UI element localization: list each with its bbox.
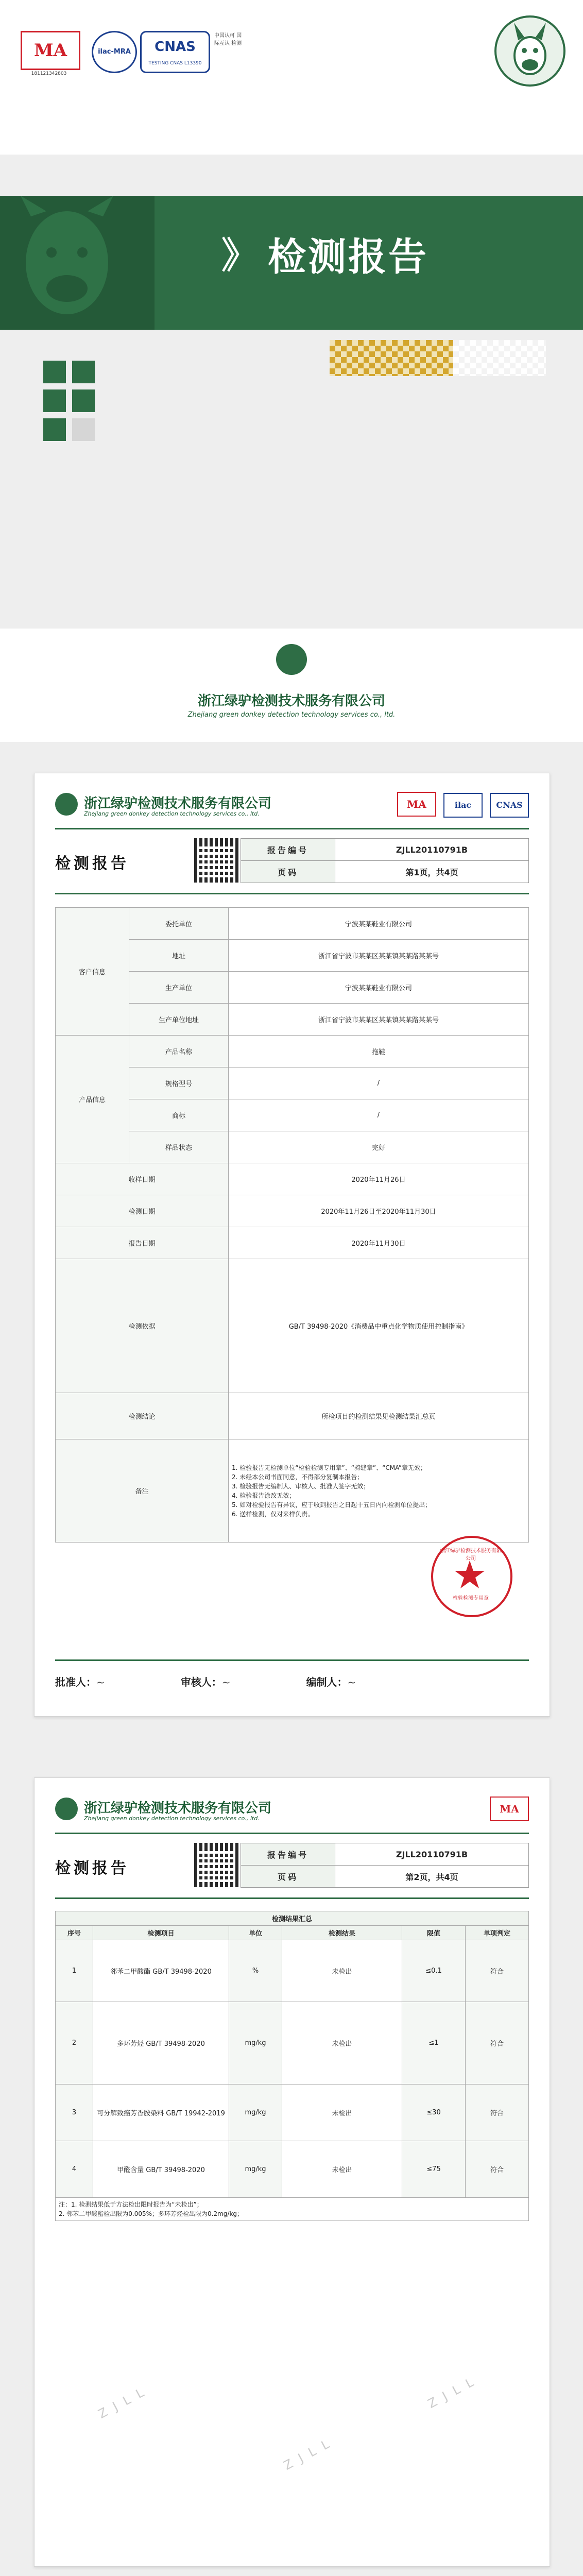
notes-cell <box>229 1439 529 1543</box>
notes-cell <box>56 2198 529 2221</box>
sample-label: 样品状态 <box>129 1131 229 1163</box>
top-header <box>0 0 583 155</box>
reviewer-signature: ~ <box>221 1676 231 1688</box>
approver-label: 批准人： <box>55 1676 96 1688</box>
client-group: 客户信息 <box>56 908 129 1036</box>
cma-logo <box>21 31 80 70</box>
note-line: 2. 未经本公司书面同意，不得部分复制本报告； <box>232 1473 364 1481</box>
cell: ≤75 <box>402 2141 466 2198</box>
report-no-label: 报告编号 <box>241 1843 335 1866</box>
report-no-label: 报告编号 <box>241 839 335 861</box>
date-label: 收样日期 <box>56 1163 229 1195</box>
cell: mg/kg <box>229 2002 282 2084</box>
page-company-en: Zhejiang green donkey detection technology services co., ltd. <box>84 1815 260 1822</box>
cma-code: 181121342803 <box>31 71 67 76</box>
cnas-logo-text: CNAS <box>155 39 196 55</box>
report-no: ZJLL20110791B <box>335 1843 529 1866</box>
watermark: Z J L L <box>281 2437 332 2473</box>
watermark: Z J L L <box>425 2375 476 2411</box>
cell: 4 <box>56 2141 93 2198</box>
page-val: 第2页，共4页 <box>335 1866 529 1888</box>
cell: 未检出 <box>282 2084 402 2141</box>
deco-checker-light <box>453 340 546 376</box>
note-line: 6. 送样检测，仅对来样负责。 <box>232 1510 314 1518</box>
cell: % <box>229 1940 282 2002</box>
deco-square <box>43 361 66 383</box>
title-rule <box>55 1897 529 1899</box>
report-meta <box>241 838 529 883</box>
date-label: 报告日期 <box>56 1227 229 1259</box>
title-rule <box>55 893 529 894</box>
page-val: 第1页，共4页 <box>335 861 529 883</box>
cell: 多环芳烃 GB/T 39498-2020 <box>93 2002 229 2084</box>
client-value: 浙江省宁波市某某区某某镇某某路某某号 <box>229 940 529 972</box>
table-row <box>56 2141 529 2198</box>
cell: 未检出 <box>282 1940 402 2002</box>
results-title: 检测结果汇总 <box>56 1911 529 1926</box>
watermark: Z J L L <box>96 2385 146 2421</box>
cell: ≤0.1 <box>402 1940 466 2002</box>
deco-square <box>43 389 66 412</box>
report-meta <box>241 1843 529 1888</box>
stamp-sub: 检验检测专用章 <box>453 1596 489 1601</box>
cell: 1 <box>56 1940 93 2002</box>
date-value: 2020年11月30日 <box>229 1227 529 1259</box>
col-header: 限值 <box>402 1926 466 1940</box>
results-table <box>55 1911 529 2221</box>
qr-code-inner <box>199 843 233 877</box>
note-line: 3. 检验报告无编制人、审核人、批准人签字无效； <box>232 1482 370 1490</box>
deco-square <box>72 361 95 383</box>
col-header: 检测项目 <box>93 1926 229 1940</box>
cnas-sub: TESTING CNAS L13390 <box>148 61 202 66</box>
qr-code-inner <box>199 1848 233 1882</box>
approver-signature: ~ <box>96 1676 105 1688</box>
basis-label: 检测依据 <box>56 1259 229 1393</box>
company-logo-icon <box>55 1798 78 1820</box>
cell: mg/kg <box>229 2141 282 2198</box>
col-header: 单项判定 <box>466 1926 529 1940</box>
sample-value: / <box>229 1099 529 1131</box>
cell: 甲醛含量 GB/T 39498-2020 <box>93 2141 229 2198</box>
ilac-logo-text: ilac-MRA <box>98 48 131 56</box>
badge-row <box>483 1797 529 1821</box>
page-company: 浙江绿驴检测技术服务有限公司 <box>84 796 272 811</box>
col-header: 序号 <box>56 1926 93 1940</box>
sign-rule <box>55 1659 529 1661</box>
deco-square <box>43 418 66 441</box>
hero-title: 检测报告 <box>268 235 428 279</box>
ilac-badge-icon: ilac <box>443 793 483 818</box>
table-row <box>56 2084 529 2141</box>
cell: 3 <box>56 2084 93 2141</box>
page-company-en: Zhejiang green donkey detection technology services co., ltd. <box>84 810 260 817</box>
sign-row <box>55 1674 356 1689</box>
table-row <box>56 1940 529 2002</box>
reviewer-label: 审核人： <box>180 1676 222 1688</box>
ilac-logo <box>92 31 137 73</box>
client-value: 宁波某某鞋业有限公司 <box>229 972 529 1004</box>
cell: 符合 <box>466 2141 529 2198</box>
conclusion-value: 所检项目的检测结果见检测结果汇总页 <box>229 1393 529 1439</box>
client-label: 生产单位 <box>129 972 229 1004</box>
report-page-1 <box>34 773 550 1717</box>
page-header <box>35 773 550 830</box>
client-label: 地址 <box>129 940 229 972</box>
table-row <box>56 2002 529 2084</box>
cma-badge-icon: MA <box>397 792 436 817</box>
cma-badge-icon: MA <box>490 1797 529 1821</box>
date-label: 检测日期 <box>56 1195 229 1227</box>
doc-title: 检测报告 <box>55 1859 129 1877</box>
basis-value: GB/T 39498-2020《消费品中重点化学物质使用控制指南》 <box>229 1259 529 1393</box>
deco-square <box>72 389 95 412</box>
col-header: 检测结果 <box>282 1926 402 1940</box>
sample-label: 产品名称 <box>129 1036 229 1067</box>
hero-arrow-icon: 》 <box>221 234 258 277</box>
cell: 未检出 <box>282 2141 402 2198</box>
note-line: 注：1. 检测结果低于方法检出限时报告为“未检出”； <box>59 2201 203 2208</box>
banner-company-en: Zhejiang green donkey detection technology services co., ltd. <box>187 711 396 719</box>
note-line: 2. 邻苯二甲酸酯检出限为0.005%；多环芳烃检出限为0.2mg/kg； <box>59 2210 244 2217</box>
company-logo-icon <box>55 793 78 816</box>
note-line: 5. 如对检验报告有异议，应于收到报告之日起十五日内向检测单位提出； <box>232 1501 432 1509</box>
cell: mg/kg <box>229 2084 282 2141</box>
banner-company: 浙江绿驴检测技术服务有限公司 <box>197 693 385 709</box>
sample-group: 产品信息 <box>56 1036 129 1163</box>
cell: 可分解致癌芳香胺染料 GB/T 19942-2019 <box>93 2084 229 2141</box>
date-value: 2020年11月26日至2020年11月30日 <box>229 1195 529 1227</box>
doc-title: 检测报告 <box>55 855 129 873</box>
note-line: 1. 检验报告无检测单位“检验检测专用章”、“骑缝章”、“CMA”章无效； <box>232 1464 427 1471</box>
sample-label: 规格型号 <box>129 1067 229 1099</box>
client-table <box>55 907 529 1543</box>
client-value: 浙江省宁波市某某区某某镇某某路某某号 <box>229 1004 529 1036</box>
sample-value: / <box>229 1067 529 1099</box>
cell: 符合 <box>466 1940 529 2002</box>
client-value: 宁波某某鞋业有限公司 <box>229 908 529 940</box>
page-company: 浙江绿驴检测技术服务有限公司 <box>84 1801 272 1816</box>
header-rule <box>55 1833 529 1834</box>
note-line: 4. 检验报告涂改无效； <box>232 1492 296 1499</box>
cell: 未检出 <box>282 2002 402 2084</box>
client-label: 委托单位 <box>129 908 229 940</box>
cell: 符合 <box>466 2002 529 2084</box>
cnas-caption: 中国认可 国际互认 检测 <box>214 33 242 46</box>
cnas-badge-icon: CNAS <box>490 793 529 818</box>
header-rule <box>55 828 529 829</box>
conclusion-label: 检测结论 <box>56 1393 229 1439</box>
cell: ≤1 <box>402 2002 466 2084</box>
cell: ≤30 <box>402 2084 466 2141</box>
col-header: 单位 <box>229 1926 282 1940</box>
cell: 2 <box>56 2002 93 2084</box>
report-no: ZJLL20110791B <box>335 839 529 861</box>
deco-square <box>72 418 95 441</box>
sample-value: 完好 <box>229 1131 529 1163</box>
report-page-2 <box>34 1777 550 2567</box>
sample-value: 拖鞋 <box>229 1036 529 1067</box>
editor-signature: ~ <box>347 1676 356 1688</box>
company-logo-icon <box>276 644 307 675</box>
sample-label: 商标 <box>129 1099 229 1131</box>
remark-label: 备注 <box>56 1439 229 1543</box>
official-stamp <box>431 1536 512 1617</box>
donkey-mascot-icon <box>494 15 565 87</box>
deco-checker <box>330 340 453 376</box>
cell: 符合 <box>466 2084 529 2141</box>
client-label: 生产单位地址 <box>129 1004 229 1036</box>
page-header <box>35 1778 550 1835</box>
cell: 邻苯二甲酸酯 GB/T 39498-2020 <box>93 1940 229 2002</box>
date-value: 2020年11月26日 <box>229 1163 529 1195</box>
page-label: 页码 <box>241 1866 335 1888</box>
cnas-logo <box>140 31 210 73</box>
badge-row <box>390 792 529 818</box>
page-label: 页码 <box>241 861 335 883</box>
editor-label: 编制人： <box>306 1676 348 1688</box>
stamp-text: 浙江绿驴检测技术服务有限公司 <box>440 1548 502 1562</box>
cma-logo-text: MA <box>33 40 67 61</box>
